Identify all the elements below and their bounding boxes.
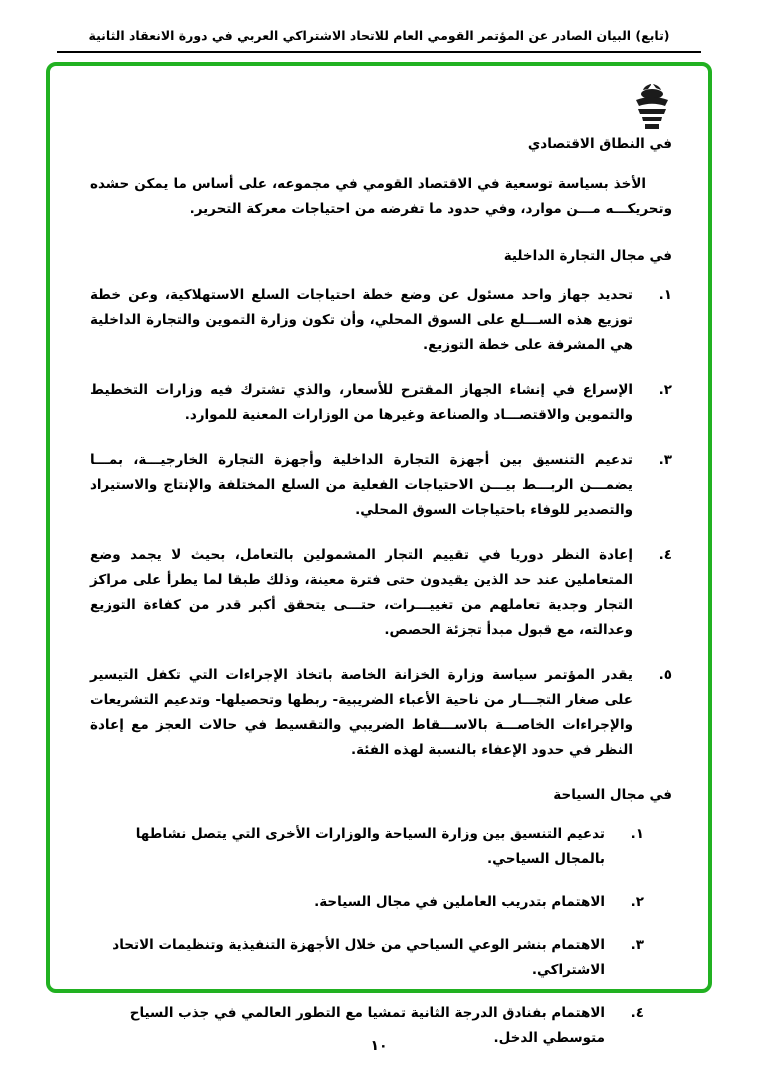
item-text: الاهتمام بتدريب العاملين في مجال السياحة. bbox=[314, 894, 605, 910]
item-number: ٤. bbox=[630, 1005, 644, 1021]
economic-paragraph: الأخذ بسياسة توسعية في الاقتصاد القومي في مجموعه، على أساس ما يمكن حشده وتحريكـــه مـــن موارد، وفي حدود ما تفرضه من احتياجات معركة التحرير. bbox=[90, 176, 672, 217]
section-heading-tourism: في مجال السياحة bbox=[553, 787, 672, 803]
list-item bbox=[90, 283, 672, 358]
document-header bbox=[0, 28, 758, 43]
list-item bbox=[90, 890, 644, 915]
item-text: الإسراع في إنشاء الجهاز المقترح للأسعار، والذي تشترك فيه وزارات التخطيط والتموين والاقتصـــاد والصناعة وغيرها من الوزارات المعنية للموارد. bbox=[90, 382, 633, 423]
item-text: إعادة النظر دوريا في تقييم التجار المشمولين بالتعامل، بحيث لا يجمد وضع المتعاملين عند حد الذين يقيدون حتى فترة معينة، وذلك طبقا لما يطرأ على مراكز التجار وجدية تعاملهم من تغييـــرات، حتـــى يتحقق أكبر قدر من كفاءة التوزيع وعدالته، مع قبول مبدأ تجزئة الحصص. bbox=[90, 547, 633, 638]
section-heading-internal-trade: في مجال التجارة الداخلية bbox=[503, 248, 672, 264]
item-text: يقدر المؤتمر سياسة وزارة الخزانة الخاصة باتخاذ الإجراءات التي تكفل التيسير على صغار التجـــار من ناحية الأعباء الضريبية- ربطها وتحصيلها- وتدعيم التشريعات والإجراءات الخاصـــة بالاســـقاط الضريبي والتقسيط في حالات العجز مع إعادة النظر في حدود الإعفاء بالنسبة لهذه الفئة. bbox=[90, 667, 633, 758]
item-number: ٣. bbox=[630, 937, 644, 953]
list-item bbox=[90, 933, 644, 983]
internal-trade-list bbox=[90, 283, 672, 763]
item-text: تدعيم التنسيق بين وزارة السياحة والوزارات الأخرى التي يتصل نشاطها بالمجال السياحي. bbox=[135, 826, 605, 867]
item-number: ٢. bbox=[658, 382, 672, 398]
header-title: (تابع) البيان الصادر عن المؤتمر القومي العام للاتحاد الاشتراكي العربي في دورة الانعقاد الثانية bbox=[88, 28, 670, 43]
item-number: ٣. bbox=[658, 452, 672, 468]
item-number: ١. bbox=[658, 287, 672, 303]
list-item bbox=[90, 663, 672, 763]
page-number: ١٠ bbox=[370, 1038, 388, 1054]
list-item bbox=[90, 543, 672, 643]
list-item bbox=[90, 822, 644, 872]
item-text: تدعيم التنسيق بين أجهزة التجارة الداخلية وأجهزة التجارة الخارجيـــة، بمـــا يضمـــن الربـــط بيـــن الاحتياجات الفعلية من السلع المختلفة والإنتاج والاستيراد والتصدير للوفاء باحتياجات السوق المحلي. bbox=[90, 452, 633, 518]
item-text: الاهتمام بفنادق الدرجة الثانية تمشيا مع التطور العالمي في جذب السياح متوسطي الدخل. bbox=[129, 1005, 605, 1046]
item-number: ٥. bbox=[658, 667, 672, 683]
item-number: ٢. bbox=[630, 894, 644, 910]
item-number: ٤. bbox=[658, 547, 672, 563]
header-divider bbox=[57, 51, 701, 53]
item-text: تحديد جهاز واحد مسئول عن وضع خطة احتياجات السلع الاستهلاكية، وعن خطة توزيع هذه الســـلع على السوق المحلي، وأن تكون وزارة التموين والتجارة الداخلية هي المشرفة على خطة التوزيع. bbox=[90, 287, 633, 353]
item-number: ١. bbox=[630, 826, 644, 842]
list-item bbox=[90, 378, 672, 428]
item-text: الاهتمام بنشر الوعي السياحي من خلال الأجهزة التنفيذية وتنظيمات الاتحاد الاشتراكي. bbox=[112, 937, 605, 978]
list-item bbox=[90, 448, 672, 523]
tourism-list bbox=[90, 822, 672, 1051]
section-heading-economic: في النطاق الاقتصادي bbox=[527, 136, 672, 152]
emblem-stamp-icon bbox=[630, 82, 674, 132]
